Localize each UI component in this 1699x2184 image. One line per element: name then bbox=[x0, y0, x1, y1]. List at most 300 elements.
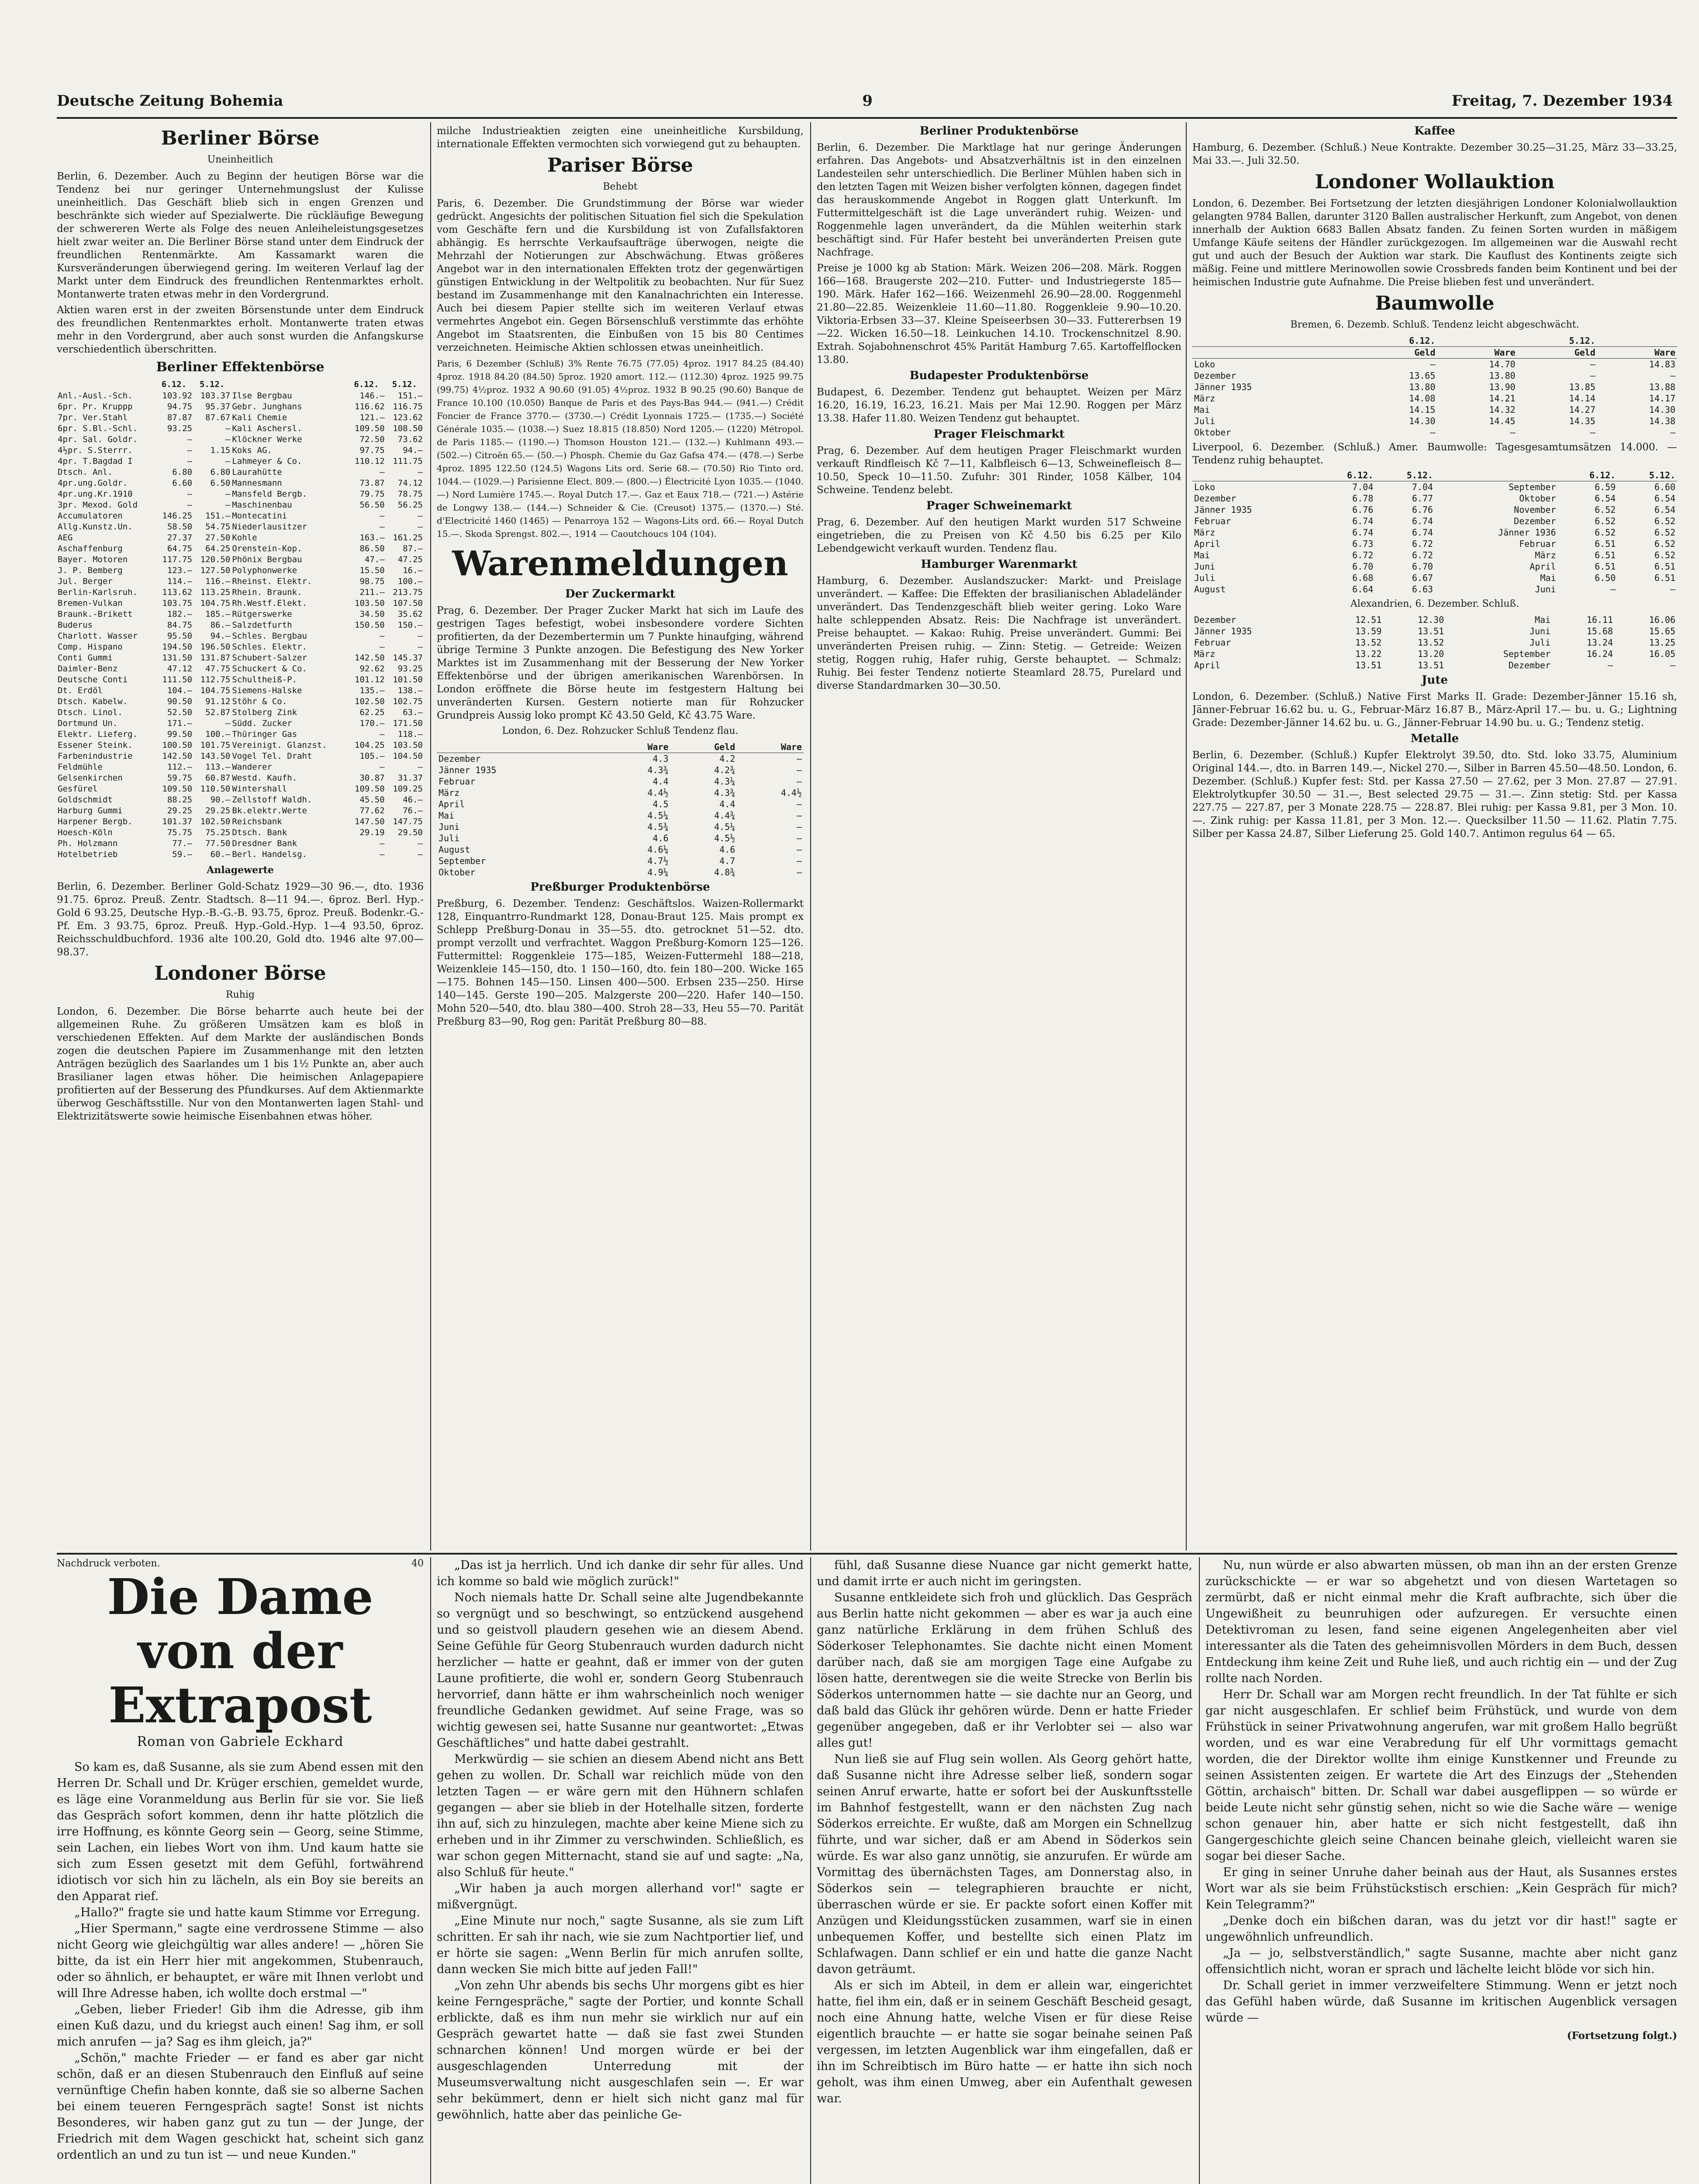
table-cell: — bbox=[796, 810, 802, 821]
table-row bbox=[57, 511, 424, 522]
table-cell: Südd. Zucker bbox=[232, 719, 292, 728]
table-cell: Juni bbox=[1529, 626, 1551, 636]
table-cell: Goldschmidt bbox=[58, 795, 113, 805]
table-cell: 6.74 bbox=[1412, 516, 1433, 526]
table-cell: — bbox=[796, 776, 802, 787]
table-cell: — bbox=[380, 839, 385, 848]
table-cell: 72.50 bbox=[359, 435, 385, 444]
table-cell: April bbox=[1194, 539, 1221, 549]
table-cell: 103.50 bbox=[393, 740, 423, 750]
table-cell: 6.77 bbox=[1412, 493, 1433, 504]
table-cell: 4.3¾ bbox=[714, 788, 736, 798]
table-cell: März bbox=[1194, 649, 1216, 659]
table-row bbox=[57, 576, 424, 587]
table-cell: Mannesmann bbox=[232, 478, 282, 488]
table-cell: Gesfürel bbox=[58, 784, 98, 794]
table-cell: Dortmund Un. bbox=[58, 719, 118, 728]
table-cell: 27.50 bbox=[205, 533, 231, 543]
reprint-notice: Nachdruck verboten. bbox=[57, 1558, 160, 1569]
table-row bbox=[57, 849, 424, 860]
table-cell: Essener Steink. bbox=[58, 740, 133, 750]
table-cell: Jänner 1936 bbox=[1498, 527, 1556, 538]
novel-title-line-1: Die Dame bbox=[107, 1569, 373, 1626]
table-cell: 14.35 bbox=[1569, 416, 1595, 426]
table-cell: 121.– bbox=[359, 413, 385, 422]
table-row bbox=[57, 543, 424, 554]
table-cell: Kohle bbox=[232, 533, 257, 543]
table-cell: 13.59 bbox=[1355, 626, 1382, 636]
table-row bbox=[57, 827, 424, 838]
paris-boerse-title: Pariser Börse bbox=[547, 154, 694, 176]
table-cell: 15.65 bbox=[1649, 626, 1675, 636]
novel-paragraph: „Hier Spermann," sagte eine verdrossene Stimme — also nicht Georg wie gleichgültig war alles andere! — „hören Sie bitte, da ist ein Herr hier mit angekommen, Stubenrauch, oder so ähnlich, er behauptet, er wäre mit Ihnen verlobt und will Ihre Adresse haben, ich wollte doch erstmal —" bbox=[57, 1922, 424, 2000]
table-header-cell: 5.12. bbox=[1517, 335, 1597, 347]
table-cell: 92.62 bbox=[359, 664, 385, 674]
table-header-cell: Ware bbox=[1437, 347, 1517, 359]
table-cell: — bbox=[796, 822, 802, 832]
london-boerse-title: Londoner Börse bbox=[154, 962, 326, 985]
table-row bbox=[437, 798, 804, 810]
column-produkten bbox=[817, 124, 1181, 1548]
table-cell: Mai bbox=[1194, 550, 1210, 560]
table-cell: 113.– bbox=[205, 762, 231, 772]
table-row bbox=[1192, 515, 1677, 527]
table-cell: 29.50 bbox=[397, 828, 423, 837]
table-cell: 14.45 bbox=[1489, 416, 1516, 426]
table-cell: 4pr. T.Bagdad I bbox=[58, 456, 133, 466]
table-cell: Bk.elektr.Werte bbox=[232, 806, 307, 816]
table-cell: 15.68 bbox=[1586, 626, 1613, 636]
table-row bbox=[57, 522, 424, 532]
table-cell: 95.50 bbox=[167, 631, 193, 641]
table-row bbox=[57, 423, 424, 434]
table-cell: — bbox=[1610, 584, 1616, 594]
schweinemarkt-title: Prager Schweinemarkt bbox=[926, 499, 1072, 512]
table-cell: 4.5 bbox=[653, 799, 669, 809]
table-cell: 47.12 bbox=[167, 664, 193, 674]
table-cell: 151.– bbox=[397, 391, 423, 401]
novel-title-line-2: von der Extrapost bbox=[108, 1623, 372, 1734]
table-cell: Wintershall bbox=[232, 784, 287, 794]
table-cell: 6.51 bbox=[1595, 561, 1616, 572]
table-cell: — bbox=[225, 719, 231, 728]
novel-paragraph: Herr Dr. Schall war am Morgen recht freundlich. In der Tat fühlte er sich gar nicht ausgeschlafen. Er schlief beim Frühstück, und wurde von dem Frühstück in seiner Privatwohnung angerufen, war mit großem Hallo begrüßt worden, und es war eine Verabredung für elf Uhr vormittags gemacht worden, die der Direktor wollte ihm einige Kunstkenner und Freunde zu seinen Assistenten zeigen. Er wartete die Art des Einzugs der „Stehenden Göttin, archaisch" bitten. Dr. Schall war dabei ausgeflippen — so würde er beide Leute nicht sehr günstig sehen, nicht so wie die Sache wäre — wenige schon genauer hin, aber hatte er sich nicht festgestellt, daß ihn Gangergeschichte gleich seine Chancen beinahe gleich, vielleicht waren sie sogar bei dieser Sache. bbox=[1205, 1688, 1677, 1863]
table-cell: Hoesch-Köln bbox=[58, 828, 113, 837]
jute-title: Jute bbox=[1422, 674, 1448, 687]
table-row bbox=[437, 776, 804, 787]
table-cell: 4.5½ bbox=[714, 833, 736, 843]
table-cell: 73.87 bbox=[359, 478, 385, 488]
table-row bbox=[57, 456, 424, 467]
pressburg-title: Preßburger Produktenbörse bbox=[530, 881, 710, 894]
table-row bbox=[57, 620, 424, 631]
table-cell: 77.62 bbox=[359, 806, 385, 816]
table-cell: 4pr.ung.Kr.1910 bbox=[58, 489, 133, 499]
column-paris bbox=[437, 124, 804, 1548]
table-cell: 120.50 bbox=[200, 555, 231, 564]
table-header-cell: 6.12. bbox=[1357, 335, 1437, 347]
table-cell: Kali Aschersl. bbox=[232, 424, 302, 433]
table-cell: 77.50 bbox=[205, 839, 231, 848]
table-cell: 4.3¼ bbox=[714, 776, 736, 787]
table-cell: 6.51 bbox=[1654, 573, 1675, 583]
table-cell: — bbox=[187, 435, 193, 444]
table-cell: 109.50 bbox=[355, 424, 385, 433]
table-cell: 4.5¾ bbox=[647, 822, 669, 832]
table-cell: 86.50 bbox=[359, 544, 385, 553]
table-cell: 6.63 bbox=[1412, 584, 1433, 594]
table-cell: Gebr. Junghans bbox=[232, 402, 302, 411]
table-cell: 52.87 bbox=[205, 708, 231, 717]
warenmeldungen-title: Warenmeldungen bbox=[452, 544, 788, 584]
table-cell: Siemens-Halske bbox=[232, 686, 302, 695]
table-cell: Accumulatoren bbox=[58, 511, 123, 521]
table-cell: 4½pr. S.Sterrr. bbox=[58, 446, 133, 455]
berlin-boerse-text-2: Aktien waren erst in der zweiten Börsenstunde unter dem Eindruck des freundlichen Rentenmarktes erholt. Montanwerte traten etwas mehr in den Vordergrund, aber auch sonst wurden die Anfangskurse verschiedentlich überschritten. bbox=[57, 304, 424, 355]
table-cell: Mai bbox=[1194, 404, 1210, 415]
table-cell: 104.75 bbox=[200, 686, 231, 695]
table-cell: Zellstoff Waldh. bbox=[232, 795, 312, 805]
table-row bbox=[57, 762, 424, 773]
table-cell: 109.50 bbox=[162, 784, 193, 794]
table-row bbox=[57, 816, 424, 827]
table-cell: 14.30 bbox=[1649, 404, 1675, 415]
table-cell: 111.75 bbox=[393, 456, 423, 466]
table-cell: 6.72 bbox=[1412, 539, 1433, 549]
table-cell: J. P. Bemberg bbox=[58, 566, 123, 575]
london-boerse-text: London, 6. Dezember. Die Börse beharrte auch heute bei der allgemeinen Ruhe. Zu größeren Umsätzen kam es bloß in verschiedenen Effekten. Auf dem Markte der ausländischen Bonds zogen die deutschen Papiere im Zusammenhange mit den letzten Anträgen bezüglich des Saarlandes um 1 bis 1½ Punkte an, aber auch Brasilianer lagen etwas höher. Die heimischen Anlagepapiere profitierten auf der Besserung des Pfundkurses. Auf dem Aktienmarkte überwog Geschäftsstille. Nur von den Montanwerten lagen Stahl- und Elektrizitätswerte sowie heimische Eisenbahnen etwas höher. bbox=[57, 1006, 424, 1122]
table-row bbox=[1192, 359, 1677, 370]
table-cell: 15.50 bbox=[359, 566, 385, 575]
table-cell: 29.25 bbox=[167, 806, 193, 816]
table-cell: Dezember bbox=[439, 753, 481, 764]
table-cell: Niederlausitzer bbox=[232, 522, 307, 532]
paris-boerse-text: Paris, 6. Dezember. Die Grundstimmung der Börse war wieder gedrückt. Angesichts der politischen Situation fiel sich die Spekulation vom Geschäfte fern und die Kursbildung ist von Zufallsfaktoren abhängig. Es herrschte Verkaufsaufträge überwogen, neigte die Mehrzahl der Notierungen zur Abschwächung. Etwas größeres Angebot war in den internationalen Effekten trotz der gegenwärtigen günstigen Entwicklung in der Weltpolitik zu beobachten. Nur für Suez bestand im Zusammenhange mit den Kanalnachrichten ein Interesse. Auch bei diesem Papier stellte sich im weiteren Verlauf etwas vermehrtes Angebot ein. Gegen Börsenschluß verstimmte das erhöhte Angebot im Staatsrenten, die Einbußen von 15 bis 80 Centimes verzeichneten. Heimische Aktien schlossen etwas uneinheitlich. bbox=[437, 198, 804, 353]
berlin-boerse-subtitle: Uneinheitlich bbox=[207, 154, 273, 165]
novel-column-1 bbox=[57, 1557, 424, 2184]
kaffee-title: Kaffee bbox=[1414, 124, 1455, 138]
table-cell: 6.80 bbox=[210, 467, 231, 477]
table-cell: 150.– bbox=[397, 620, 423, 630]
table-cell: 4pr. Sal. Goldr. bbox=[58, 435, 138, 444]
table-cell: 4.4 bbox=[653, 776, 669, 787]
table-cell: 123.– bbox=[167, 566, 193, 575]
table-cell: 4pr.ung.Goldr. bbox=[58, 478, 128, 488]
table-cell: Braunk.-Brikett bbox=[58, 609, 133, 619]
table-cell: Thüringer Gas bbox=[232, 729, 297, 739]
table-cell: 4.9¼ bbox=[647, 867, 669, 878]
table-row bbox=[57, 467, 424, 478]
table-cell: Allg.Kunstz.Un. bbox=[58, 522, 133, 532]
table-cell: 16.06 bbox=[1649, 615, 1675, 625]
table-cell: 87.– bbox=[403, 544, 423, 553]
table-cell: Wanderer bbox=[232, 762, 272, 772]
table-cell: Aschaffenburg bbox=[58, 544, 123, 553]
table-row bbox=[57, 795, 424, 805]
table-cell: 6.54 bbox=[1654, 505, 1675, 515]
continuation-note: (Fortsetzung folgt.) bbox=[1567, 2030, 1677, 2042]
table-cell: April bbox=[1194, 660, 1221, 670]
table-cell: 58.50 bbox=[167, 522, 193, 532]
table-cell: 14.83 bbox=[1649, 359, 1675, 370]
table-cell: 131.87 bbox=[200, 653, 231, 663]
table-cell: 13.24 bbox=[1586, 637, 1613, 648]
column-divider bbox=[430, 122, 431, 1551]
table-cell: 109.50 bbox=[355, 784, 385, 794]
table-cell: 78.75 bbox=[397, 489, 423, 499]
table-cell: 6.68 bbox=[1352, 573, 1374, 583]
table-cell: 6.64 bbox=[1352, 584, 1374, 594]
novel-paragraph: Dr. Schall geriet in immer verzweifeltere Stimmung. Wenn er jetzt noch das Gefühl haben würde, daß Susanne im kritischen Augenblick versagen würde — bbox=[1205, 1979, 1677, 2025]
table-cell: 6.51 bbox=[1595, 539, 1616, 549]
table-cell: 93.25 bbox=[397, 664, 423, 674]
table-cell: — bbox=[418, 762, 423, 772]
table-cell: 102.50 bbox=[355, 697, 385, 706]
table-cell: — bbox=[225, 456, 231, 466]
table-cell: 6.51 bbox=[1595, 550, 1616, 560]
table-cell: Laurahütte bbox=[232, 467, 282, 477]
table-row bbox=[1192, 637, 1677, 648]
table-row bbox=[57, 642, 424, 653]
novel-paragraph: „Wir haben ja auch morgen allerhand vor!" sagte er mißvergnügt. bbox=[437, 1882, 804, 1911]
table-header-cell bbox=[1192, 347, 1357, 359]
table-cell: Lahmeyer & Co. bbox=[232, 456, 302, 466]
table-cell: — bbox=[225, 424, 231, 433]
table-cell: 4.4½ bbox=[780, 788, 802, 798]
kaffee-text: Hamburg, 6. Dezember. (Schluß.) Neue Kontrakte. Dezember 30.25—31.25, März 33—33.25, Mai 33.—. Juli 32.50. bbox=[1192, 142, 1677, 166]
table-cell: Dezember bbox=[1514, 516, 1556, 526]
table-cell: 4.5¼ bbox=[647, 810, 669, 821]
metalle-text: Berlin, 6. Dezember. (Schluß.) Kupfer Elektrolyt 39.50, dto. Std. loko 33.75, Aluminium Original 144.—, dto. in Barren 149.—, Nickel 270.—, Silber in Barren 45.50—48.50. London, 6. Dezember. (Schluß.) Kupfer fest: Std. per Kassa 27.50 — 27.62, per 3 Mon. 27.87 — 27.91. Elektrolytkupfer 30.50 — 31.—, Best selected 29.75 — 31.—. Zinn stetig: Std. per Kassa 227.75 — 227.87, per 3 Monate 228.75 — 228.87. Blei ruhig: per Kassa 9.81, per 3 Mon. 10.—. Zink ruhig: per Kassa 11.81, per 3 Mon. 12.—. Quecksilber 11.50 — 11.62. Platin 7.75. Silber per Kassa 24.87, Silber Lieferung 25. Gold 140.7. Antimon regulus 64 — 65. bbox=[1192, 750, 1677, 840]
anlagewerte-title: Anlagewerte bbox=[207, 864, 274, 876]
novel-paragraph: So kam es, daß Susanne, als sie zum Abend essen mit den Herren Dr. Schall und Dr. Krüger erschien, gemeldet wurde, es läge eine Voranmeldung aus Berlin für sie vor. Sie ließ das Gespräch sofort kommen, denn ihr hatte plötzlich die irre Hoffnung, es könnte Georg sein — Georg, seine Stimme, sein Lachen, ein liebes Wort von ihm. Und kaum hatte sie sich zum Essen gesetzt mit dem Gefühl, fortwährend idiotisch vor sich hin zu lächeln, als ein Boy sie bereits an den Apparat rief. bbox=[57, 1760, 424, 1903]
table-cell: 73.62 bbox=[397, 435, 423, 444]
table-cell: Elektr. Lieferg. bbox=[58, 729, 138, 739]
table-row bbox=[57, 784, 424, 795]
novel-paragraph: „Denke doch ein bißchen daran, was du jetzt vor dir hast!" sagte er ungewöhnlich unfreundlich. bbox=[1205, 1914, 1677, 1944]
prager-fleisch-text: Prag, 6. Dezember. Auf dem heutigen Prager Fleischmarkt wurden verkauft Rindfleisch Kč 7—11, Kalbfleisch 6—13, Schweinefleisch 8—10.50, Speck 10—11.50. Zufuhr: 301 Rinder, 1058 Kälber, 104 Schweine. Tendenz belebt. bbox=[817, 445, 1181, 496]
londoner-wolle-title: Londoner Wollauktion bbox=[1315, 171, 1555, 193]
table-cell: 16.– bbox=[403, 566, 423, 575]
novel-paragraph: „Das ist ja herrlich. Und ich danke dir sehr für alles. Und ich komme so bald wie möglich zurück!" bbox=[437, 1559, 804, 1588]
table-header-cell: 6.12. bbox=[161, 380, 187, 389]
zuckermarkt-title: Der Zuckermarkt bbox=[565, 587, 675, 601]
table-cell: 90.– bbox=[210, 795, 231, 805]
novel-author: Roman von Gabriele Eckhard bbox=[137, 1734, 344, 1749]
table-row bbox=[57, 718, 424, 729]
table-cell: 116.– bbox=[205, 577, 231, 586]
table-header-cell: Geld bbox=[670, 741, 737, 753]
berlin-boerse-title: Berliner Börse bbox=[161, 127, 320, 149]
table-cell: Mai bbox=[1540, 573, 1556, 583]
table-cell: März bbox=[1194, 393, 1216, 404]
novel-column-divider bbox=[810, 1557, 811, 2184]
table-cell: 56.50 bbox=[359, 500, 385, 510]
table-cell: 103.50 bbox=[355, 598, 385, 608]
table-cell: Schles. Elektr. bbox=[232, 642, 307, 652]
table-cell: 112.– bbox=[167, 762, 193, 772]
table-cell: 118.– bbox=[397, 729, 423, 739]
table-cell: 45.50 bbox=[359, 795, 385, 805]
table-cell: 116.62 bbox=[355, 402, 385, 411]
table-row bbox=[57, 587, 424, 598]
table-cell: 135.– bbox=[359, 686, 385, 695]
novel-column-divider bbox=[1199, 1557, 1200, 2184]
table-cell: 101.50 bbox=[393, 675, 423, 684]
prager-fleisch-title: Prager Fleischmarkt bbox=[933, 428, 1065, 441]
table-cell: — bbox=[418, 522, 423, 532]
table-cell: 13.51 bbox=[1355, 660, 1382, 670]
table-cell: 14.32 bbox=[1489, 404, 1516, 415]
table-row bbox=[437, 833, 804, 844]
table-cell: Berl. Handelsg. bbox=[232, 850, 307, 859]
table-cell: 6.73 bbox=[1352, 539, 1374, 549]
hamburger-title: Hamburger Warenmarkt bbox=[921, 558, 1077, 571]
table-cell: 102.75 bbox=[393, 697, 423, 706]
table-header-cell bbox=[1437, 335, 1517, 347]
table-cell: 47.75 bbox=[205, 664, 231, 674]
table-cell: 13.90 bbox=[1489, 382, 1516, 392]
table-cell: — bbox=[1510, 427, 1516, 438]
table-cell: 105.– bbox=[359, 751, 385, 761]
novel-paragraph: Noch niemals hatte Dr. Schall seine alte Jugendbekannte so vergnügt und so beschwingt, so entzückend ausgehend und so geistvoll plaudern gesehen wie an diesem Abend. Seine Gefühle für Georg Stubenrauch wurden dadurch nicht herzlicher — hatte er geahnt, daß er immer von der guten Laune profitierte, die wohl er, sondern Georg Stubenrauch hervorrief, dann hätte er ihm wahrscheinlich noch weniger freundliche Gedanken gewidmet. Auf seine Frage, was so wichtig gewesen sei, hatte Susanne nur geantwortet: „Etwas Geschäftliches" und hatte dabei gestrahlt. bbox=[437, 1591, 804, 1750]
table-row bbox=[57, 751, 424, 762]
table-cell: — bbox=[796, 765, 802, 775]
table-cell: 213.75 bbox=[393, 587, 423, 597]
table-row bbox=[57, 532, 424, 543]
table-row bbox=[57, 434, 424, 445]
table-cell: 6.52 bbox=[1654, 539, 1675, 549]
table-cell: Dtsch. Kabelw. bbox=[58, 697, 128, 706]
column-divider bbox=[1186, 122, 1187, 1551]
table-row bbox=[1192, 660, 1677, 671]
table-cell: Vereinigt. Glanzst. bbox=[232, 740, 327, 750]
table-cell: 29.19 bbox=[359, 828, 385, 837]
table-cell: Gelsenkirchen bbox=[58, 773, 123, 783]
table-row bbox=[57, 445, 424, 456]
table-cell: 103.75 bbox=[162, 598, 193, 608]
table-cell: 113.62 bbox=[162, 587, 193, 597]
table-cell: 103.37 bbox=[200, 391, 231, 401]
table-row bbox=[1192, 538, 1677, 549]
table-cell: 52.50 bbox=[167, 708, 193, 717]
table-cell: 109.25 bbox=[393, 784, 423, 794]
table-cell: Oktober bbox=[1194, 427, 1231, 438]
table-cell: 56.25 bbox=[397, 500, 423, 510]
table-cell: — bbox=[380, 467, 385, 477]
table-cell: Conti Gummi bbox=[58, 653, 113, 663]
novel-paragraph: Susanne entkleidete sich froh und glücklich. Das Gespräch aus Berlin hatte nicht gekommen — aber es war ja auch eine ganz natürliche Erklärung in dem frühen Schluß des Söderkoser Telephonamtes. Sie dachte nicht einen Moment darüber nach, daß sie am morgigen Tage eine Aufgabe zu lösen hatte, derentwegen sie die weite Strecke von Berlin bis Söderkos unternommen hatte — sie dachte nur an Georg, und daß bald das Glück ihr gehören würde. Denn er hatte Frieder gegenüber angegeben, daß er ihr Verlobter sei — also war alles gut! bbox=[817, 1591, 1192, 1750]
budapest-text: Budapest, 6. Dezember. Tendenz gut behauptet. Weizen per März 16.20, 16.19, 16.23, 16.21. Mais per Mai 12.90. Roggen per März 13.38. Hafer 11.80. Weizen Tendenz gut behauptet. bbox=[817, 387, 1181, 424]
table-cell: — bbox=[187, 500, 193, 510]
table-cell: — bbox=[380, 850, 385, 859]
table-row bbox=[1192, 584, 1677, 595]
table-cell: 95.37 bbox=[205, 402, 231, 411]
table-row bbox=[437, 764, 804, 776]
table-cell: 6.50 bbox=[210, 478, 231, 488]
table-cell: — bbox=[1590, 370, 1595, 381]
table-cell: 117.75 bbox=[162, 555, 193, 564]
table-cell: 147.75 bbox=[393, 817, 423, 826]
table-cell: Schubert-Salzer bbox=[232, 653, 307, 663]
table-header-cell: Ware bbox=[604, 741, 670, 753]
table-cell: 13.51 bbox=[1418, 626, 1444, 636]
table-cell: 13.80 bbox=[1409, 382, 1436, 392]
table-cell: Loko bbox=[1194, 482, 1216, 492]
table-cell: 14.17 bbox=[1649, 393, 1675, 404]
table-cell: 145.37 bbox=[393, 653, 423, 663]
installment-number: 40 bbox=[411, 1558, 424, 1569]
table-cell: 99.50 bbox=[167, 729, 193, 739]
novel-paragraph: Merkwürdig — sie schien an diesem Abend nicht ans Bett gehen zu wollen. Dr. Schall war reichlich müde von den letzten Tagen — er wäre gern mit den Hühnern schlafen gegangen — aber sie blieb in der Hotelhalle sitzen, forderte ihn auf, sich zu hinzulegen, machte aber keine Miene sich zu erheben und in ihr Zimmer zu verschwinden. Schließlich, es war schon gegen Mitternacht, stand sie auf und sagte: „Na, also Schluß für heute." bbox=[437, 1752, 804, 1879]
table-row bbox=[57, 838, 424, 849]
column-commodities bbox=[1192, 124, 1677, 1548]
novel-column-3 bbox=[817, 1557, 1192, 2184]
baumwolle-title: Baumwolle bbox=[1375, 292, 1495, 314]
table-header-cell bbox=[231, 379, 347, 390]
table-cell: 14.08 bbox=[1409, 393, 1436, 404]
table-cell: 100.– bbox=[397, 577, 423, 586]
table-cell: 100.– bbox=[205, 729, 231, 739]
table-cell: Klöckner Werke bbox=[232, 435, 302, 444]
table-cell: 27.37 bbox=[167, 533, 193, 543]
table-cell: 110.12 bbox=[355, 456, 385, 466]
table-cell: August bbox=[1194, 584, 1226, 594]
london-boerse-subtitle: Ruhig bbox=[225, 989, 255, 1000]
table-cell: 98.75 bbox=[359, 577, 385, 586]
table-row bbox=[1192, 614, 1677, 625]
table-cell: 146.– bbox=[359, 391, 385, 401]
table-cell: 74.12 bbox=[397, 478, 423, 488]
table-cell: — bbox=[380, 522, 385, 532]
table-cell: 75.25 bbox=[205, 828, 231, 837]
table-cell: Bayer. Motoren bbox=[58, 555, 128, 564]
table-row bbox=[57, 631, 424, 642]
table-cell: Schles. Bergbau bbox=[232, 631, 307, 641]
table-row bbox=[1192, 504, 1677, 515]
table-cell: 104.75 bbox=[200, 598, 231, 608]
table-cell: 16.11 bbox=[1586, 615, 1613, 625]
table-cell: — bbox=[225, 435, 231, 444]
table-row bbox=[1192, 572, 1677, 584]
table-cell: Ilse Bergbau bbox=[232, 391, 292, 401]
table-cell: 87.67 bbox=[205, 413, 231, 422]
table-cell: 13.88 bbox=[1649, 382, 1675, 392]
table-cell: Buderus bbox=[58, 620, 93, 630]
table-cell: 4.6¼ bbox=[647, 844, 669, 855]
table-row bbox=[437, 821, 804, 833]
table-cell: Dtsch. Linol. bbox=[58, 708, 123, 717]
table-cell: 94.– bbox=[403, 446, 423, 455]
london-zucker-table bbox=[437, 741, 804, 878]
table-cell: — bbox=[1590, 359, 1595, 370]
table-cell: 6.59 bbox=[1595, 482, 1616, 492]
table-cell: 6.52 bbox=[1595, 527, 1616, 538]
table-cell: 4.6 bbox=[653, 833, 669, 843]
berlin-effekten-title: Berliner Effektenbörse bbox=[156, 359, 325, 375]
table-cell: 6.72 bbox=[1412, 550, 1433, 560]
novel-column-divider bbox=[430, 1557, 431, 2184]
table-cell: 6.74 bbox=[1352, 527, 1374, 538]
table-cell: 54.75 bbox=[205, 522, 231, 532]
table-cell: 13.52 bbox=[1355, 637, 1382, 648]
table-cell: Stolberg Zink bbox=[232, 708, 297, 717]
table-cell: 59.75 bbox=[167, 773, 193, 783]
table-cell: Jul. Berger bbox=[58, 577, 113, 586]
table-header-cell: Geld bbox=[1357, 347, 1437, 359]
table-cell: 6.54 bbox=[1654, 493, 1675, 504]
table-cell: 14.27 bbox=[1569, 404, 1595, 415]
